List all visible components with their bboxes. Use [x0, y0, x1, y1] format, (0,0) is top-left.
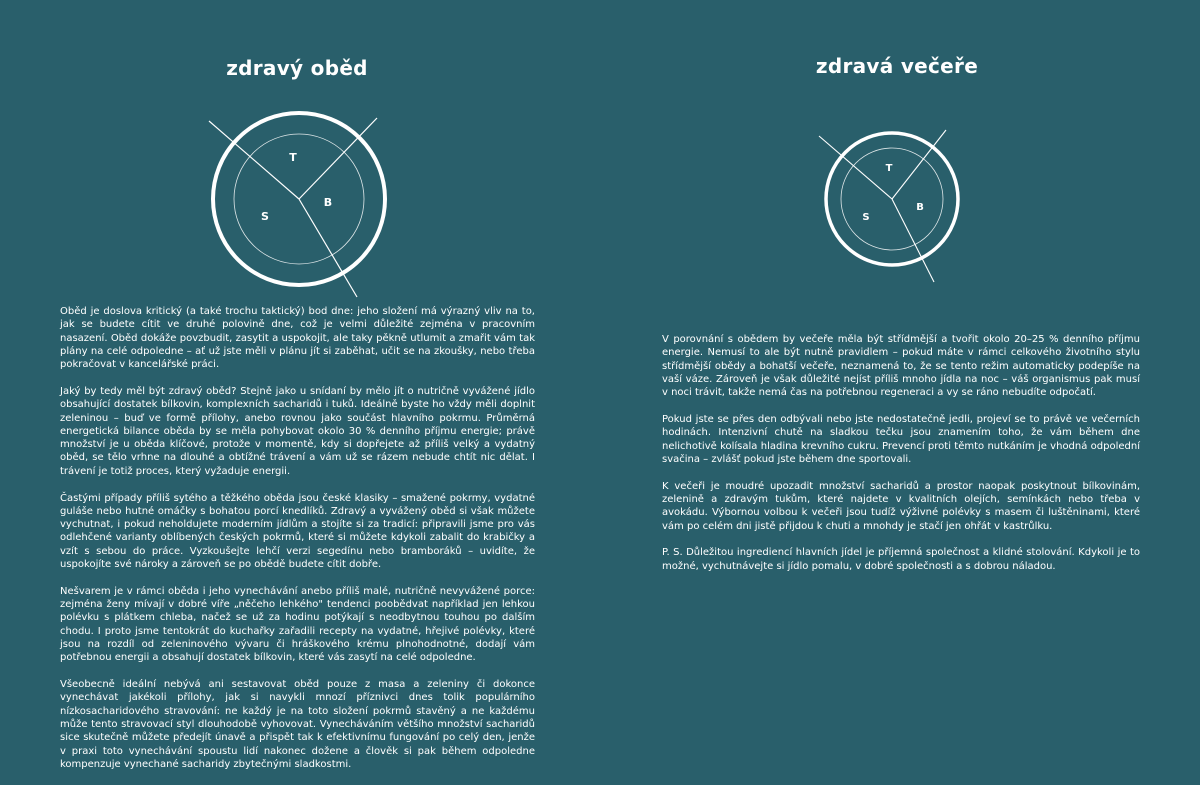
- dinner-text-column: [662, 333, 1140, 586]
- lunch-paragraph: Častými případy příliš sytého a těžkého oběda jsou české klasiky – smažené pokrmy, vydatné guláše nebo hutné omáčky s bohatou porcí knedlíků. Zdravý a vyvážený oběd si však můžete vychutnat, i pokud neholdujete moderním jídlům a stojíte si za tradicí: připravili jsme pro vás odlehčené varianty oblíbených českých pokrmů, které si můžete kdykoli zabalit do krabičky a vzít s sebou do práce. Vyzkoušejte lehčí verzi segedínu nebo bramboráků – uvidíte, že uspokojíte své nároky a zároveň se po obědě budete cítit dobře.: [60, 492, 535, 571]
- plate-label-b: B: [916, 202, 924, 213]
- dinner-paragraph: V porovnání s obědem by večeře měla být střídmější a tvořit okolo 20–25 % denního příjmu energie. Nemusí to ale být nutně pravidlem – pokud máte v rámci celkového životního stylu střídmější obědy a bohatší večeře, neznamená to, že se tento režim automaticky podepíše na vaší váze. Zároveň je však důležité nejíst příliš mnoho jídla na noc – váš organismus pak musí v noci trávit, takže nemá čas na potřebnou regeneraci a vy se ráno nebudíte odpočatí.: [662, 334, 1140, 399]
- dinner-title: zdravá večeře: [815, 54, 979, 78]
- plate-label-s: S: [261, 210, 269, 223]
- dinner-paragraph: Pokud jste se přes den odbývali nebo jste nedostatečně jedli, projeví se to právě ve večerních hodinách. Intenzivní chutě na sladkou tečku jsou znamením toho, že vám během dne nelichotivě kolísala hladina krevního cukru. Prevencí proti těmto nutkáním je vhodná odpolední svačina – zvlášť pokud jste během dne sportovali.: [662, 413, 1140, 465]
- lunch-text-column: [60, 305, 535, 785]
- dinner-paragraph: P. S. Důležitou ingrediencí hlavních jídel je příjemná společnost a klidné stolování. Kdykoli je to možné, vychutnávejte si jídlo pomalu, v dobré společnosti a s dobrou náladou.: [662, 547, 1140, 572]
- plate-label-s: S: [862, 212, 870, 223]
- dinner-paragraph: K večeři je moudré upozadit množství sacharidů a prostor naopak poskytnout bílkovinám, zelenině a zdravým tukům, které najdete v kvalitních olejích, semínkách nebo třeba v avokádu. Výbornou volbou k večeři jsou tudíž výživné polévky s masem či luštěninami, které vám po celém dni jistě přijdou k chuti a mnohdy je stačí jen ohřát v kastrůlku.: [662, 480, 1140, 532]
- plate-label-t: T: [885, 163, 893, 174]
- plate-divider-line: [299, 199, 357, 297]
- lunch-plate-diagram: [200, 110, 400, 300]
- dinner-plate-diagram: [810, 120, 950, 290]
- lunch-title: zdravý oběd: [226, 56, 368, 80]
- lunch-paragraph: Oběd je doslova kritický (a také trochu taktický) bod dne: jeho složení má výrazný vliv na to, jak se budete cítit ve druhé polovině dne, což je velmi důležité zejména v pracovním nasazení. Oběd dokáže povzbudit, zasytit a uspokojit, ale taky pěkně utlumit a zmařit vám tak plány na celé odpoledne – ať už jste měli v plánu jít si zaběhat, učit se na zkoušky, nebo třeba pokračovat v kancelářské práci.: [60, 306, 535, 371]
- plate-divider-line: [892, 199, 934, 282]
- lunch-paragraph: Všeobecně ideální nebývá ani sestavovat oběd pouze z masa a zeleniny či dokonce vynechávat jakékoli přílohy, jak si navykli mnozí příznivci dnes tolik populárního nízkosacharidového stravování: ne každý je na toto složení pokrmů stavěný a ne každému může tento stravovací styl dlouhodobě vyhovovat. Vynecháváním většího množství sacharidů sice skutečně můžete předejít únavě a přispět tak k efektivnímu fungování po celý den, jenže v praxi toto vynechávání spoustu lidí nakonec dožene a člověk si pak během odpoledne kompenzuje vynechané sacharidy zbytečnými sladkostmi.: [60, 679, 535, 770]
- plate-label-b: B: [323, 196, 333, 209]
- plate-divider-line: [299, 118, 377, 199]
- lunch-paragraph: Nešvarem je v rámci oběda i jeho vynechávání anebo příliš malé, nutričně nevyvážené porce: zejména ženy mívají v dobré víře „něčeho lehkého" tendenci poobědvat například jen lehkou polévku s plátkem chleba, načež se už za hodinu potýkají s neodbytnou touhou po dalším chodu. I proto jsme tentokrát do kuchařky zařadili recepty na vydatné, hřejivé polévky, které jsou na rozdíl od zeleninového vývaru či hráškového krému plnohodnotné, dodají vám potřebnou energii a obsahují dostatek bílkovin, které vás zasytí na celé odpoledne.: [60, 585, 535, 664]
- lunch-paragraph: Jaký by tedy měl být zdravý oběd? Stejně jako u snídaní by mělo jít o nutričně vyvážené jídlo obsahující dostatek bílkovin, komplexních sacharidů i tuků. Ideálně byste ho vždy měli doplnit zeleninou – buď ve formě přílohy, anebo rovnou jako součást hlavního pokrmu. Průměrná energetická bilance oběda by se měla pohybovat okolo 30 % denního příjmu energie; právě množství je u oběda klíčové, protože v momentě, kdy si dopřejete až příliš velký a vydatný oběd, se tělo vrhne na dlouhé a obtížné trávení a vám už se rázem nebude chtít nic dělat. I trávení je totiž proces, který vyžaduje energii.: [60, 385, 535, 477]
- plate-label-t: T: [289, 151, 297, 164]
